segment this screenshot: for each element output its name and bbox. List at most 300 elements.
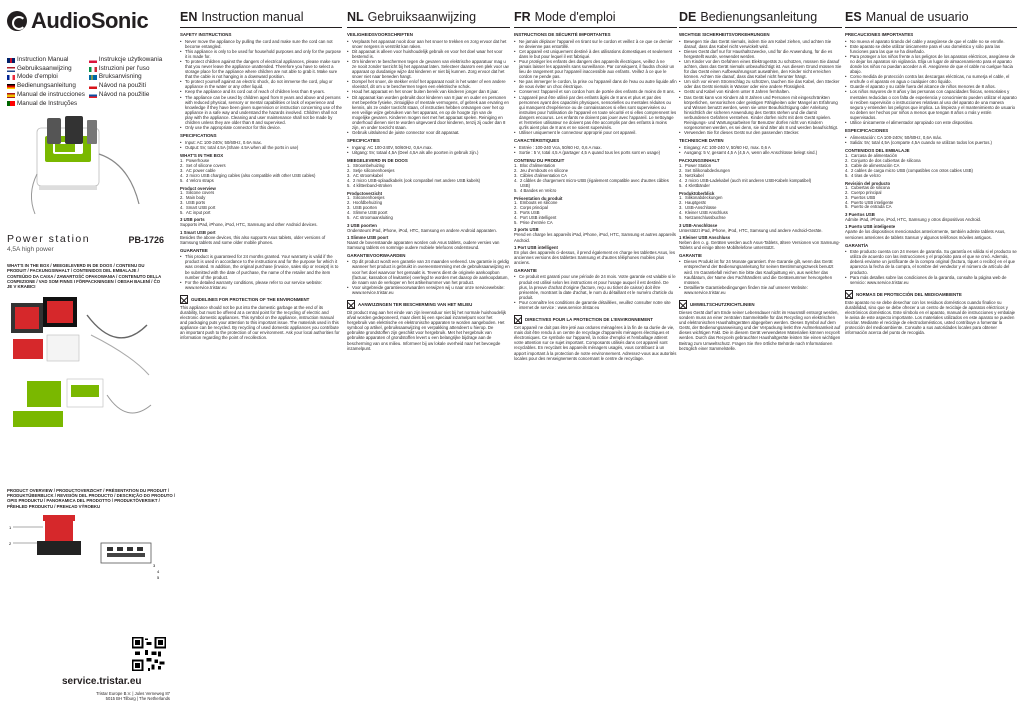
- recycle-bin-icon: [679, 300, 687, 309]
- safety-heading: WICHTIGE SICHERHEITSVORKEHRUNGEN: [679, 32, 770, 37]
- safety-item: • Dit apparaat kan worden gebruikt door kinderen van 8 jaar en ouder en personen met beperkte fysieke, zintuiglijke of mentale vermogens, of gebrek aan ervaring en kennis, als ze onder toezicht staan, of instructies hebben ontvangen over het op een veilige wijze gebruiken van het apparaat, en op de hoogte zijn van de mogelijke gevaren. Kinderen mogen niet met het apparaat spelen. Reiniging en onderhoud dienen niet te worden uitgevoerd door kinderen, tenzij zij ouder dan 8 zijn, en onder toezicht staan.: [347, 95, 510, 131]
- overview-item: [845, 205, 1017, 210]
- guarantee-heading: GARANTÍA: [845, 242, 869, 248]
- safety-item: • Pour protéger les enfants des dangers des appareils électriques, veillez à ne jamais laisser les appareils sans surveillance. Par conséquent, il faudra choisir un lieu de rangement pour l'appareil inaccessible aux enfants. Veillez à ce que le cordon ne pende pas.: [514, 59, 677, 79]
- box-item: [180, 179, 342, 184]
- environment-title: [679, 300, 842, 309]
- safety-heading: SAFETY INSTRUCTIONS: [180, 32, 232, 37]
- guarantee-item: • For the detailed warranty conditions, please refer to our service website: www.service.tristar.eu: [180, 280, 342, 290]
- spec-item: • Alimentación: CA 100-240V, 50/60Hz, 0,6A máx.: [845, 135, 1017, 140]
- spec-item: • Output: 5V, total 4.5A (Share 4.5A when all the ports in use): [180, 145, 342, 150]
- usb-ports-heading: 3 USB ports: [180, 217, 205, 223]
- item-label: 4 tiras de velcro: [851, 172, 881, 178]
- language-label: Návod na použitie: [98, 90, 150, 98]
- product-name: Power station: [7, 233, 91, 246]
- item-number: 5.: [679, 214, 683, 220]
- item-number: 5.: [514, 219, 518, 225]
- item-number: 2.: [180, 194, 184, 200]
- manual-column-fr: [514, 0, 677, 723]
- guarantee-item: • Detaillierte Garantiebedingungen finden Sie auf unserer Website: www.service.tristar.eu: [679, 285, 842, 295]
- item-label: Corps principal: [520, 204, 548, 210]
- overview-heading: Présentation du produit: [514, 195, 563, 201]
- item-number: 3.: [514, 209, 518, 215]
- language-item-sk: [89, 91, 162, 100]
- whats-in-box-heading: WHAT'S IN THE BOX / MEEGELEVERD IN DE DOOS / CONTENU DU PRODUIT / PACKUNGSINHALT / CONTENIDOS DEL EMBALAJE / CONTEÚDO DA CAIXA / ZAWARTOŚĆ OPAKOWANIA / CONTENUTO DELLA CONFEZIONE / VAD SOM FINNS I FÖRPACKNINGEN / OBSAH BALENÍ / ČO JE V KRABICI: [7, 263, 162, 290]
- item-label: Cable de alimentación CA: [851, 163, 900, 169]
- environment-title: [845, 290, 1017, 299]
- guarantee-item: • Voor uitgebreide garantievoorwaarden verwijzen wij u naar onze servicewebsite: www.service.tristar.eu: [347, 285, 510, 295]
- guarantee-list: [347, 259, 510, 295]
- item-number: 5.: [180, 178, 184, 183]
- environment-text: Cet appareil ne doit pas être jeté aux ordures ménagères à la fin de sa durée de vie, mais doit être rendu à un centre de recyclage d'appareils ménagers électriques et électroniques. Ce symbole sur l'appareil, la notice d'emploi et l'emballage attirent votre attention sur ce sujet important. Composants utilisés dans cet appareil sont recyclables. En recyclant les appareils ménagers usagés, vous contribuez à un apport important à la protection de notre environnement. Adressez-vous aux autorités locales pour des renseignements concernant le centre de recyclage.: [514, 325, 677, 361]
- safety-list: [514, 39, 677, 136]
- address-line: 5015 BH Tilburg | The Netherlands: [105, 696, 170, 702]
- safety-item: • Guarde el aparato y su cable fuera del alcance de niños menores de 8 años.: [845, 84, 1017, 89]
- overview-heading: Produktüberblick: [679, 191, 715, 196]
- usb-ports-text: Supports iPad, iPhone, iPod, HTC, Samsung and other Android devices.: [180, 222, 318, 228]
- svg-text:5: 5: [157, 575, 160, 580]
- smart-port-heading: 1 Puerto USB inteligente: [845, 224, 896, 230]
- item-number: 2.: [180, 163, 184, 169]
- guarantee-list: [679, 259, 842, 295]
- language-label: Manual de instrucciones: [17, 90, 85, 98]
- specifications-list: [347, 145, 510, 155]
- item-number: 4.: [180, 173, 184, 179]
- language-label: Návod na použití: [98, 82, 147, 90]
- item-number: 2.: [679, 199, 683, 205]
- manual-title: Mode d'emploi: [534, 10, 616, 24]
- product-code: PB-1726: [128, 235, 164, 246]
- service-url[interactable]: service.tristar.eu: [62, 676, 142, 687]
- item-label: 2 câbles de chargement micro-USB (également compatible avec d'autres câbles USB): [520, 178, 669, 189]
- overview-list: [514, 201, 677, 226]
- language-item-se: [89, 73, 162, 82]
- item-number: 2.: [347, 168, 351, 174]
- cover-column: [0, 0, 170, 723]
- item-number: 1.: [347, 163, 351, 169]
- box-list: [679, 164, 842, 189]
- item-label: Power Station: [685, 163, 712, 169]
- item-number: 1.: [514, 163, 518, 169]
- manual-column-es: [845, 0, 1017, 723]
- item-label: AC input port: [186, 209, 211, 215]
- guarantee-heading: GARANTIE: [679, 252, 702, 258]
- svg-text:2: 2: [9, 541, 12, 546]
- spec-item: • Input: AC 100-240V, 50/60Hz, 0.6A max.: [180, 140, 342, 145]
- safety-item: • Dieses Gerät darf nur für Haushaltszwecke, und für die Anwendung, für die es hergestellt wurde, verwendet werden.: [679, 49, 842, 59]
- safety-item: • The appliance can be used by children aged from 8 years and above and persons with reduced physical, sensory or mental capabilities or lack of experience and knowledge if they have been given supervision or instruction concerning use of the appliance in a safe way and understand the hazards involved. Children shall not play with the appliance. Cleaning and user maintenance shall not be made by children unless they are older than 8 and supervised.: [180, 95, 342, 126]
- language-item-en: [7, 56, 85, 65]
- environment-text: Dieses Gerät darf am Ende seiner Lebensdauer nicht im Hausmüll entsorgt werden, sondern muss an einer zentralen Sammelstelle für das Recycling von elektrischen und elektronischen Haushaltsgeräten abgegeben werden. Dieses Symbol auf dem Gerät, der Bedienungsanweisung und der Verpackung lenkt Ihre Aufmerksamkeit auf dieses wichtigen Fakt. Die in diesem Gerät verwendeten Materialien können recycelt werden. Durch das Recyceln gebrauchter Haushaltgeräte leisten Sie einen wichtigen Beitrag zum Umweltschutz. Fragen Sie Ihre örtliche Behörde nach Informationen bezüglich einer Sammelstelle.: [679, 309, 841, 351]
- safety-item: • Bewegen Sie das Gerät niemals, indem Sie am Kabel ziehen, und achten Sie darauf, dass das Kabel nicht verwickelt wird.: [679, 39, 842, 49]
- language-code: DE: [679, 10, 697, 24]
- item-label: Main body: [186, 194, 206, 200]
- recycle-bin-icon: [845, 290, 853, 299]
- manual-title: Bedienungsanleitung: [700, 10, 818, 24]
- safety-item: • Only use the appropriate connector for this device.: [180, 125, 342, 130]
- guarantee-item: • Dieses Produkt ist für 24 Monate garantiert. Ihre Garantie gilt, wenn das Gerät entsprechend der Bedienungsanleitung für seinen Bestimmungszweck benutzt wird. Im Garantiefall reichen Sie bitte das Kaufquittung ein, aus welcher das Kaufdatum, der Name des Fachhändlers und die Gerätenummer hervorgehen müssen.: [679, 259, 842, 284]
- item-number: 2.: [514, 168, 518, 174]
- svg-text:1: 1: [9, 525, 12, 530]
- box-list: [514, 164, 677, 193]
- environment-heading: DIRECTIVES POUR LA PROTECTION DE L'ENVIRONNEMENT: [525, 317, 653, 323]
- item-number: 4.: [514, 178, 518, 184]
- item-label: Netzanschlussbuchse: [685, 214, 726, 220]
- box-list: [845, 154, 1017, 179]
- item-number: 3.: [180, 199, 184, 205]
- item-number: 4.: [514, 214, 518, 220]
- spec-item: • Entrée : 100-240 Vca, 50/60 Hz, 0,6 A max.: [514, 145, 677, 150]
- item-label: Prise d'entrée CA: [520, 219, 553, 225]
- item-label: AC power cable: [186, 168, 216, 174]
- item-label: Puerto USB inteligente: [851, 199, 894, 205]
- usb-ports-text: Unterstützt iPad, iPhone, iPod, HTC, Samsung und andere Android-Geräte.: [679, 227, 823, 233]
- environment-title: [514, 315, 677, 324]
- guarantee-heading: GARANTIE: [514, 267, 537, 273]
- language-list: [7, 56, 164, 108]
- overview-item: [180, 211, 342, 216]
- item-number: 3.: [347, 173, 351, 179]
- box-item: [845, 174, 1017, 179]
- guarantee-item: • Op dit product wordt een garantie van 24 maanden verleend. Uw garantie is geldig wanneer het product is gebruikt in overeenstemming met de gebruiksaanwijzing en voor het doel waarvoor het gemaakt is. Tevens dient de originele aankoopbon (factuur, kassabon of kwitantie) overlegd te worden met daarop de aankoopdatum, de naam van de verkoper en het artikelnummer van het product.: [347, 259, 510, 284]
- language-label: Istruzioni per l'uso: [98, 64, 150, 72]
- item-number: 3.: [679, 204, 683, 210]
- overview-list: [679, 196, 842, 221]
- guarantee-item: • Pour connaître les conditions de garantie détaillées, veuillez consulter notre site internet de service : www.service.tristar.eu: [514, 300, 677, 310]
- flag-en-icon: [7, 58, 15, 63]
- item-number: 1.: [679, 195, 683, 200]
- flag-fr-icon: [7, 75, 15, 80]
- language-item-de: [7, 82, 85, 91]
- smart-port-text: Naast de bovenstaande apparaten worden ook Asus tablets, oudere versies van Samsung tablets en sommige oudere mobiele telefoons ondersteund.: [347, 239, 500, 250]
- item-label: Slimme USB poort: [353, 209, 388, 215]
- safety-item: • Como medida de protección contra las descargas eléctricas, no sumerja el cable, el enchufe o el aparato en agua o cualquier otro líquido.: [845, 74, 1017, 84]
- language-item-pt: [7, 100, 85, 109]
- item-label: Powerhouse: [186, 158, 210, 164]
- product-subtitle: 4,5A high power: [7, 246, 54, 254]
- language-code: EN: [180, 10, 198, 24]
- environment-heading: GUIDELINES FOR PROTECTION OF THE ENVIRONMENT: [191, 296, 310, 302]
- item-label: Jeu d'embouts en silicone: [520, 168, 569, 174]
- item-number: 3.: [679, 173, 683, 179]
- specifications-list: [180, 140, 342, 150]
- item-label: Carcasa de alimentación: [851, 153, 898, 159]
- item-number: 4.: [347, 178, 351, 184]
- safety-item: • Verplaats het apparaat nooit door aan het snoer te trekken en zorg ervoor dat het snoer nergens in verstrikt kan raken.: [347, 39, 510, 49]
- specifications-heading: TECHNISCHE DATEN: [679, 138, 724, 144]
- item-label: Kleiner USB Anschluss: [685, 209, 728, 215]
- svg-text:3: 3: [153, 563, 156, 568]
- item-label: Setje siliconenhoesjes: [353, 168, 395, 174]
- item-label: Câbles d'alimentation CA: [520, 173, 567, 179]
- overview-list: [347, 196, 510, 221]
- item-label: 4 Velcro straps: [186, 178, 214, 183]
- safety-item: • No mueva el aparato tirando del cable y asegúrese de que el cable no se enrolle.: [845, 39, 1017, 44]
- flag-es-icon: [7, 93, 15, 98]
- qr-code: [132, 637, 166, 671]
- item-label: Set of silicone covers: [186, 163, 226, 169]
- manual-column-en: [180, 0, 342, 723]
- item-number: 4.: [679, 209, 683, 215]
- item-number: 4.: [845, 168, 849, 173]
- item-label: Puertos USB: [851, 194, 876, 200]
- item-label: Hoofdbehuizing: [353, 199, 383, 205]
- item-label: 4 Klettbänder: [685, 183, 710, 189]
- item-number: 2.: [679, 168, 683, 174]
- manual-title: Manual de usuario: [865, 10, 969, 24]
- safety-heading: VEILIGHEIDSVOORSCHRIFTEN: [347, 32, 413, 37]
- specifications-list: [514, 145, 677, 155]
- safety-item: • To protect children against the dangers of electrical appliances, please make sure that you never leave the appliance unattended. Therefore you have to select a storage place for the appliance where children are not able to grab it. Make sure that the cable is not hanging in a downward position.: [180, 59, 342, 79]
- item-label: Stroombehuizing: [353, 163, 385, 169]
- usb-ports-text: Admite iPad, iPhone, iPod, HTC, Samsung y otros dispositivos Android.: [845, 217, 982, 223]
- item-number: 4.: [180, 204, 184, 210]
- usb-ports-heading: 3 USB-Anschlüsse: [679, 222, 718, 228]
- language-label: Gebruiksaanwijzing: [17, 64, 72, 72]
- manual-header: [514, 0, 677, 28]
- environment-heading: UMWELTSCHUTZRICHTLINIEN: [690, 301, 755, 307]
- flag-cz-icon: [89, 84, 97, 89]
- usb-ports-text: Ondersteunt iPad, iPhone, iPod, HTC, Samsung en andere Android apparaten.: [347, 227, 498, 233]
- safety-item: • Los niños mayores de 8 años y las personas con capacidades físicas, sensoriales y mentales reducidas o con falta de experiencia y conocimiento pueden utilizar el aparato si reciben supervisión o instrucciones relativas al uso del aparato de una manera segura y entienden los peligros que implica. La limpieza y el mantenimiento de usuario no deben ser hechos por niños a menos que tengan 8 años o más y estén supervisados.: [845, 89, 1017, 120]
- flag-de-icon: [7, 84, 15, 89]
- manual-header: [845, 0, 1017, 28]
- safety-item: • Das Gerät kann von Kindern ab 8 Jahren und Personen mit eingeschränkten körperlichen, sensorischen oder geistigen Fähigkeiten oder Mangel an Erfahrung und Wissen benutzt werden, wenn sie unter Beaufsichtigung oder Anleitung hinsichtlich der sicheren Anwendung des Geräts stehen und die damit verbundenen Gefahren verstehen. Kinder dürfen nicht mit dem Gerät spielen. Reinigungs- und Wartungsarbeiten für Benutzer dürfen nicht von Kindern vorgenommen werden, es sei denn, sie sind älter als 8 und werden beaufsichtigt.: [679, 95, 842, 131]
- language-item-it: [89, 65, 162, 74]
- spec-item: • Ingang: AC 100-240V, 50/60Hz, 0,6A max.: [347, 145, 510, 150]
- specifications-heading: CARACTÉRISTIQUES: [514, 138, 560, 144]
- item-label: Port USB intelligent: [520, 214, 557, 220]
- guarantee-list: [180, 254, 342, 290]
- box-item: [347, 184, 510, 189]
- manual-header: [180, 0, 342, 28]
- item-label: 4 klittenband-stroken: [353, 183, 392, 189]
- item-number: 5.: [514, 188, 518, 193]
- language-item-pl: [89, 56, 162, 65]
- item-number: 3.: [347, 204, 351, 210]
- safety-item: • Utiliser uniquement le connecteur approprié pour cet appareil.: [514, 130, 677, 135]
- flag-sk-icon: [89, 93, 97, 98]
- safety-item: • Keep the appliance and its cord out of reach of children less than 8 years.: [180, 89, 342, 94]
- safety-item: • Para proteger a los niños frente a los peligros de los aparatos eléctricos, asegúrese de no dejar los aparatos sin vigilancia. Elija un lugar de almacenamiento para el aparato donde los niños no puedan acceder a él. Asegúrese de que el cable no cuelgue hacia abajo.: [845, 54, 1017, 74]
- manual-header: [679, 0, 842, 28]
- product-title-row: [7, 233, 164, 245]
- language-label: Bedienungsanleitung: [17, 82, 76, 90]
- spec-item: • Ausgang: 5 V, gesamt 4,5 A (4,5 A, wenn alle Anschlüsse belegt sind.): [679, 150, 842, 155]
- item-number: 3.: [514, 173, 518, 179]
- specifications-list: [679, 145, 842, 155]
- language-code: ES: [845, 10, 862, 24]
- brand-logo: [7, 8, 164, 34]
- item-label: Set Silikonabdeckungen: [685, 168, 730, 174]
- environment-text: This appliance should not be put into the domestic garbage at the end of its durability, but must be offered at a central point for the recycling of electric and electronic domestic appliances. This symbol on the appliance, instruction manual and packaging puts your attention to this important issue. The materials used in this appliance can be recycled. By recycling of used domestic appliances you contribute an important push to the protection of our environment. Ask your local authorities for information regarding the point of recollection.: [180, 304, 340, 341]
- environment-title: [347, 300, 510, 309]
- language-item-es: [7, 91, 85, 100]
- box-heading: CONTENU DU PRODUIT: [514, 157, 565, 163]
- language-label: Manual de Instruções: [17, 99, 78, 107]
- item-number: 5.: [845, 204, 849, 210]
- guarantee-list: [845, 249, 1017, 285]
- guarantee-item: • Ce produit est garanti pour une période de 24 mois. Votre garantie est valable si le produit est utilisé selon les instructions et pour l'usage auquel il est destiné. De plus, la preuve d'achat d'origine (facture, reçu ou ticket de caisse) doit être présentée, montrant la date d'achat, le nom du détaillant et le numéro d'article du produit.: [514, 274, 677, 299]
- item-label: Bloc d'alimentation: [520, 163, 556, 169]
- safety-heading: INSTRUCTIONS DE SÉCURITÉ IMPORTANTES: [514, 32, 611, 37]
- recycle-bin-icon: [180, 295, 188, 304]
- flag-se-icon: [89, 75, 97, 80]
- guarantee-list: [514, 274, 677, 310]
- item-label: AC stroomaansluiting: [353, 214, 393, 220]
- item-label: 2 micro USB-Ladekabel (auch mit anderen USB-Kabeln kompatibel): [685, 178, 812, 184]
- box-heading: PACKUNGSINHALT: [679, 157, 720, 163]
- item-number: 4.: [347, 209, 351, 215]
- item-number: 4.: [679, 178, 683, 184]
- language-label: Mode d'emploi: [17, 73, 58, 81]
- item-label: Netzkabel: [685, 173, 704, 179]
- safety-item: • Conservez l'appareil et son cordon hors de portée des enfants de moins de 8 ans.: [514, 89, 677, 94]
- item-label: Ports USB: [520, 209, 540, 215]
- company-address: [72, 691, 170, 701]
- item-label: Silicone covers: [186, 189, 215, 195]
- item-label: USB-Anschlüsse: [685, 204, 717, 210]
- language-item-nl: [7, 65, 85, 74]
- product-overview-image: [7, 513, 172, 585]
- safety-item: • L'appareil peut être utilisé par des enfants âgés de 8 ans et plus et par des personnes ayant des capacités physiques, sensorielles ou mentales réduites ou qui manquent d'expérience ou de connaissances si elles sont supervisées ou instruites pour l'utilisation de l'appareil en toute sécurité et si elles comprennent les dangers encourus. Les enfants ne doivent pas jouer avec l'appareil. Le nettoyage et l'entretien utilisateur ne doivent pas être accomplis par des enfants à moins qu'ils aient plus de 8 ans et ne soient supervisés.: [514, 95, 677, 131]
- item-number: 3.: [845, 194, 849, 200]
- specifications-heading: SPECIFICATIONS: [180, 133, 217, 139]
- box-contents-image: [7, 295, 164, 440]
- overview-item: [347, 216, 510, 221]
- flag-pt-icon: [7, 101, 15, 106]
- item-number: 1.: [347, 195, 351, 200]
- safety-item: • Gebruik uitsluitend de juiste connector voor dit apparaat.: [347, 130, 510, 135]
- address-line: Tristar Europe B.V. | Jules Verneweg 87: [96, 691, 170, 696]
- language-item-fr: [7, 73, 85, 82]
- overview-list: [180, 191, 342, 216]
- safety-item: • Verwenden Sie für dieses Gerät nur den passenden Stecker.: [679, 130, 842, 135]
- safety-item: • Never move the appliance by pulling the cord and make sure the cord can not become entangled.: [180, 39, 342, 49]
- environment-text: Este aparato no se debe desechar con los residuos domésticos cuando finalice su durabilidad, sino que se debe ofrecer a un centro de reciclaje de aparatos eléctricos y electrónicos domésticos. Este símbolo en el aparato, manual de instrucciones y embalaje le avisa de este aspecto importante. Los materiales utilizados en este aparato se pueden reciclar. Mediante el reciclaje de electrodomésticos, usted contribuye a fomentar la protección del medioambiente. Consulte a sus autoridades locales para obtener información acerca del punto de recogida.: [845, 299, 1016, 336]
- usb-ports-text: Prend en charge les appareils iPad, iPhone, iPod, HTC, Samsung et autres appareils Android.: [514, 232, 676, 243]
- spec-item: • Salida: 5V, total 4,5A (comparte 4,5A cuando se utilizan todos los puertos.): [845, 140, 1017, 145]
- manual-title: Instruction manual: [201, 10, 304, 24]
- overview-heading: PRODUCT OVERVIEW / PRODUCTOVERZICHT / PRÉSENTATION DU PRODUIT / PRODUKTÜBERBLICK / REVISIÓN DEL PRODUCTO / DESCRIÇÃO DO PRODUTO / OPIS PRODUKTU / PANORAMICA DEL PRODOTTO / PRODUKTÖVERSIKT / PŘEHLED PRODUKTU / PREHĽAD VÝROBKU: [7, 488, 176, 509]
- flag-pl-icon: [89, 58, 97, 63]
- item-number: 1.: [514, 199, 518, 205]
- guarantee-heading: GUARANTEE: [180, 247, 208, 253]
- product-image: [7, 114, 164, 224]
- item-number: 5.: [679, 183, 683, 189]
- safety-item: • Houd het apparaat en het snoer buiten bereik van kinderen jonger dan 8 jaar.: [347, 89, 510, 94]
- safety-item: • Utilice únicamente el alimentador apropiado con este dispositivo.: [845, 120, 1017, 125]
- spec-item: • Uitgang: 5V, totaal 4,5A (Deel 4,5A als alle poorten in gebruik zijn.): [347, 150, 510, 155]
- item-label: 2 cables de carga micro USB (compatibles con otros cables USB): [851, 168, 973, 173]
- safety-item: • Om kinderen te beschermen tegen de gevaren van elektrische apparatuur mag u ze nooit zonder toezicht bij het apparaat laten. Selecteer daarom een plek voor uw apparaat op dusdanige wijze dat kinderen er niet bij kunnen. Zorg ervoor dat het snoer niet naar beneden hangt.: [347, 59, 510, 79]
- box-heading: CONTENIDOS DEL EMBALAJE: [845, 147, 910, 153]
- spec-item: • Sortie : 5 V, total 4,5 A (partager 4,5 A quand tous les ports sont en usage): [514, 150, 677, 155]
- guarantee-heading: GARANTIEVOORWAARDEN: [347, 252, 406, 258]
- item-number: 2.: [845, 158, 849, 164]
- safety-item: • Dompel het snoer, de stekker en/of het apparaat nooit in het water of een andere vloeistof, dit om u te beschermen tegen een elektrische schok.: [347, 79, 510, 89]
- language-label: Instrukcje użytkowania: [98, 56, 163, 63]
- item-label: USB poorten: [353, 204, 377, 210]
- language-label: Instruction Manual: [17, 56, 69, 63]
- overview-item: [679, 216, 842, 221]
- spec-item: • Eingang: AC 100-240 V, 50/60 Hz, max. 0,6 A: [679, 145, 842, 150]
- overview-heading: Product overview: [180, 185, 216, 191]
- specifications-heading: ESPECIFICACIONES: [845, 128, 889, 134]
- svg-text:4: 4: [157, 569, 160, 574]
- item-label: AC stroomkabel: [353, 173, 383, 179]
- item-label: 2 micro USB charging cables (also compatible with other USB cables): [186, 173, 316, 179]
- smart-port-text: En plus des appareils ci-dessus, il prend également en charge les tablettes Asus, les anciennes versions des tablettes Samsung et d'autres téléphones mobiles plus anciens.: [514, 249, 675, 265]
- smart-port-heading: 1 Port USB intelligent: [514, 244, 558, 250]
- item-label: Silikonabdeckungen: [685, 195, 723, 200]
- box-item: [679, 184, 842, 189]
- safety-list: [679, 39, 842, 136]
- item-label: Embouts en silicone: [520, 199, 558, 205]
- language-code: NL: [347, 10, 364, 24]
- overview-list: [845, 186, 1017, 211]
- item-label: 2 micro USB-oplaadkabels (ook compatibel met andere USB kabels): [353, 178, 481, 184]
- item-number: 5.: [347, 183, 351, 189]
- box-item: [514, 189, 677, 194]
- brand-logo-icon: [7, 11, 27, 31]
- environment-heading: NORMAS DE PROTECCIÓN DEL MEDIOAMBIENTE: [856, 291, 962, 297]
- specifications-list: [845, 135, 1017, 145]
- safety-item: • This appliance is only to be used for household purposes and only for the purpose it is made for.: [180, 49, 342, 59]
- item-label: Puerto de entrada CA: [851, 204, 892, 210]
- specifications-heading: SPECIFICATIES: [347, 138, 380, 144]
- item-number: 3.: [845, 163, 849, 169]
- safety-item: • To protect yourself against an electric shock, do not immerse the cord, plug or appliance in the water or any other liquid.: [180, 79, 342, 89]
- item-label: Siliconenhoesjes: [353, 195, 385, 200]
- environment-text: Dit product mag aan het einde van zijn levensduur niet bij het normale huishoudelijk afval worden gedeponeerd, maar dient bij een speciaal inzamelpunt voor het hergebruik van elektrische en elektronische apparaten te worden aangeboden. Het symbool op artikel, gebruiksaanwijzing en verpakking attendeert u hierop. De gebruikte grondstoffen zijn geschikt voor hergebruik. Met het hergebruik van gebruikte apparaten of grondstoffen levert u een belangrijke bijdrage aan de bescherming van ons milieu. Informeer bij uw lokale overheid naar het bevoegde inzamelpunt.: [347, 309, 507, 351]
- safety-item: • Ne pas immerger le cordon, la prise ou l'appareil dans de l'eau ou autre liquide afin de vous éviter un choc électrique.: [514, 79, 677, 89]
- item-number: 4.: [845, 199, 849, 205]
- flag-it-icon: [89, 67, 97, 72]
- item-number: 5.: [347, 214, 351, 220]
- item-number: 1.: [679, 163, 683, 169]
- smart-port-text: Neben den o. g. Geräten werden auch Asus-Tablets, ältere Versionen von Samsung-Tablets und einige ältere Mobiltelefone unterstützt.: [679, 239, 840, 250]
- item-number: 2.: [845, 189, 849, 195]
- item-label: Smart USB port: [186, 204, 216, 210]
- safety-heading: PRECAUCIONES IMPORTANTES: [845, 32, 914, 37]
- item-number: 2.: [514, 204, 518, 210]
- manual-column-nl: [347, 0, 510, 723]
- box-heading: MEEGELEVERD IN DE DOOS: [347, 157, 408, 163]
- safety-item: • Um sich vor einem Stromschlag zu schützen, tauchen Sie das Kabel, den Stecker oder das Gerät niemals in Wasser oder eine andere Flüssigkeit.: [679, 79, 842, 89]
- item-number: 1.: [180, 158, 184, 164]
- item-label: Hauptgerät: [685, 199, 706, 205]
- manual-column-de: [679, 0, 842, 723]
- item-number: 1.: [845, 184, 849, 190]
- safety-item: • Este aparato se debe utilizar únicamente para el uso doméstico y sólo para las funciones para las que se ha diseñado.: [845, 44, 1017, 54]
- safety-item: • Gerät und Kabel von Kindern unter 8 Jahren fernhalten.: [679, 89, 842, 94]
- manual-title: Gebruiksaanwijzing: [367, 10, 477, 24]
- smart-port-heading: 1 Kleiner USB Anschluss: [679, 234, 731, 240]
- smart-port-text: Aparte de los dispositivos mencionados anteriormente, también admite tablets Asus, versiones anteriores de tablets Sansun y algunos teléfonos móviles antiguos.: [845, 229, 1006, 240]
- smart-port-text: Besides the above devices, this also supports Asus tablets, older versions of Samsung tablets and some older mobile phones.: [180, 234, 326, 245]
- smart-port-heading: 1 Smart USB port: [180, 229, 216, 235]
- language-item-cz: [89, 82, 162, 91]
- overview-heading: Productoverzicht: [347, 191, 383, 196]
- safety-list: [347, 39, 510, 136]
- item-number: 5.: [845, 172, 849, 178]
- usb-ports-heading: 3 Puertos USB: [845, 212, 875, 218]
- item-number: 1.: [180, 189, 184, 195]
- item-label: Cubiertas de silicona: [851, 184, 890, 190]
- environment-title: [180, 295, 342, 304]
- recycle-bin-icon: [514, 315, 522, 324]
